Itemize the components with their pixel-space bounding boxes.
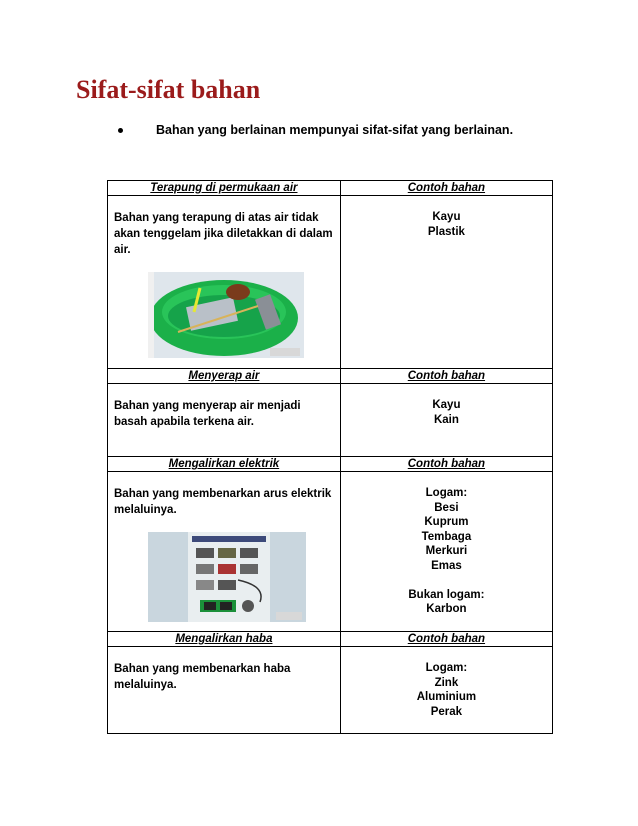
example-item: Besi <box>434 501 459 514</box>
examples-header: Contoh bahan <box>340 632 552 647</box>
intro-text: Bahan yang berlainan mempunyai sifat-sifat yang berlainan. <box>156 123 514 137</box>
example-item: Kayu <box>432 399 461 411</box>
example-item: Merkuri <box>425 545 468 557</box>
examples-cell <box>340 384 552 457</box>
examples-cell <box>340 647 552 734</box>
example-item: Aluminium <box>416 691 477 703</box>
examples-cell <box>340 472 552 632</box>
circuit-board-photo <box>148 532 306 622</box>
example-item: Kain <box>433 413 459 426</box>
property-cell <box>108 384 341 457</box>
example-item: Perak <box>430 705 463 718</box>
example-item: Kuprum <box>424 516 469 528</box>
material-properties-table <box>107 180 553 734</box>
basin-photo <box>148 272 304 358</box>
page-title: Sifat-sifat bahan <box>76 75 261 104</box>
property-cell <box>108 647 341 734</box>
table-row <box>108 647 553 734</box>
example-item: Kayu <box>432 211 461 223</box>
example-item: Logam: <box>425 487 468 499</box>
examples-header: Contoh bahan <box>340 369 552 384</box>
example-item: Tembaga <box>421 530 472 543</box>
example-item: Plastik <box>427 225 465 238</box>
table-row <box>108 384 553 457</box>
property-header: Menyerap air <box>108 369 341 384</box>
example-item: Bukan logam: <box>408 588 485 601</box>
bullet-icon <box>118 128 123 133</box>
header-row <box>108 457 553 472</box>
header-row <box>108 632 553 647</box>
property-header: Terapung di permukaan air <box>108 181 341 196</box>
examples-header: Contoh bahan <box>340 457 552 472</box>
property-header: Mengalirkan elektrik <box>108 457 341 472</box>
header-row <box>108 181 553 196</box>
header-row <box>108 369 553 384</box>
example-item: Emas <box>431 559 462 572</box>
property-header: Mengalirkan haba <box>108 632 341 647</box>
property-description: Bahan yang terapung di atas air tidak akan tenggelam jika diletakkan di dalam air. <box>114 212 333 256</box>
property-cell <box>108 196 341 369</box>
examples-cell <box>340 196 552 369</box>
example-item: Logam: <box>425 662 468 674</box>
example-item: Zink <box>434 676 459 689</box>
property-description: Bahan yang membenarkan arus elektrik melaluinya. <box>114 488 332 516</box>
property-description: Bahan yang menyerap air menjadi basah apabila terkena air. <box>114 400 301 428</box>
property-cell <box>108 472 341 632</box>
example-item: Karbon <box>426 603 467 615</box>
examples-header: Contoh bahan <box>340 181 552 196</box>
table-row <box>108 196 553 369</box>
table-row <box>108 472 553 632</box>
example-item <box>341 573 552 588</box>
property-description: Bahan yang membenarkan haba melaluinya. <box>114 663 291 691</box>
intro-bullet <box>118 123 513 137</box>
